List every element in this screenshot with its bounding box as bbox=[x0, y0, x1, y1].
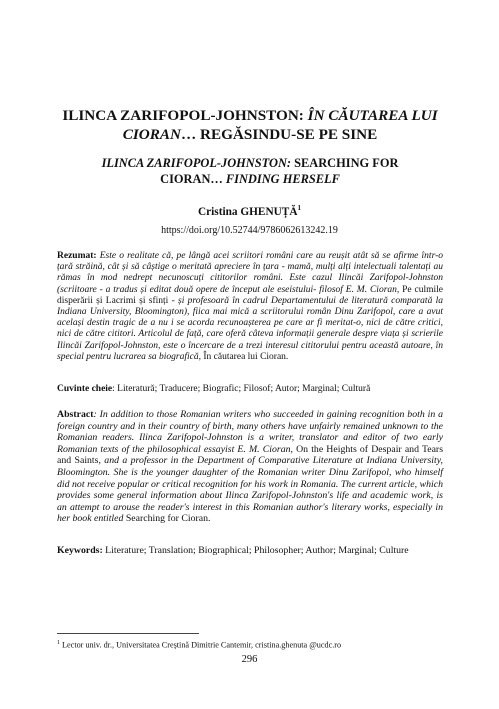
footnote-divider bbox=[57, 633, 199, 634]
title-ro-part3: … REGĂSINDU-SE PE SINE bbox=[181, 126, 378, 143]
abstract-end: . bbox=[208, 513, 211, 525]
author-line bbox=[0, 204, 499, 218]
keywords-text: Literature; Translation; Biographical; Philosopher; Author; Marginal; Culture bbox=[102, 545, 409, 556]
cuvinte-cheie-label: Cuvinte cheie bbox=[57, 384, 113, 394]
title-en-part1: ILINCA ZARIFOPOL-JOHNSTON: bbox=[101, 156, 292, 170]
rezumat-work-1: Pe culmile disperării bbox=[57, 284, 443, 306]
footnote-text: Lector univ. dr., Universitatea Creștină Dimitrie Cantemir, cristina.ghenuta @ucdc.ro bbox=[60, 640, 342, 650]
footnote-mark: 1 bbox=[57, 640, 60, 646]
keywords-english bbox=[57, 545, 443, 557]
doi-link[interactable]: https://doi.org/10.52744/9786062613242.19 bbox=[161, 225, 338, 236]
title-ro-part1: ILINCA ZARIFOPOL-JOHNSTON: bbox=[62, 107, 308, 124]
abstract-text-1: : In addition to those Romanian writers who succeeded in gaining recognition both in a foreign country and in their country of birth, many others have unfairly remained unknown to the Romanian readers. Ilinca Zarifopol-Johnston is a writer, translator and editor of two early Romanian texts of the philosophical essayist E. M. Cioran, bbox=[57, 409, 443, 455]
rezumat-text-2: - și profesoară în cadrul Departamentului de literatură comparată la Indiana University, Bloomington), fiica mai mică a scriitorului român Dinu Zarifopol, care a avut același destin tragic de a nu i se acorda recunoașterea pe care ar fi meritat-o, nici de către critici, nici de către cititori. Articolul de față, care oferă câteva informații generale despre viața și scrierile Ilincăi Zarifopol-Johnston, este o încercare de a trezi interesul cititorului pentru această autoare, în special pentru lucrarea sa biografică, bbox=[57, 295, 443, 362]
title-ro-part2: ÎN CĂUTAREA LUI CIORAN bbox=[122, 107, 438, 143]
abstract-label: Abstract bbox=[57, 409, 94, 420]
author-name: Cristina GHENUȚĂ bbox=[198, 205, 298, 218]
rezumat-text-1: Este o realitate că, pe lângă acei scriitori români care au reușit atât să se afirme într-o țară străină, cât și să câștige o meritată apreciere în țara - mamă, mulți alți intelectuali talentați au rămas în mod nedrept necunoscuți cititorilor români. Este cazul Ilincăi Zarifopol-Johnston (scriitoare - a tradus și editat două opere de început ale eseistului- filosof E. M. Cioran, bbox=[57, 251, 443, 295]
title-en-part3: FINDING HERSELF bbox=[225, 172, 340, 186]
rezumat-work-3: În căutarea lui Cioran bbox=[203, 351, 286, 362]
keywords-label: Keywords: bbox=[57, 545, 103, 556]
abstract-romanian bbox=[57, 251, 443, 363]
footnote bbox=[57, 638, 457, 651]
keywords-romanian bbox=[57, 384, 443, 395]
rezumat-end: . bbox=[285, 351, 289, 362]
title-en-part2: SEARCHING FOR CIORAN… bbox=[160, 156, 399, 186]
rezumat-label: Rezumat: bbox=[57, 251, 97, 261]
abstract-work-1: On the Heights of Despair bbox=[296, 443, 402, 455]
abstract-text-2: , and a professor in the Department of Comparative Literature at Indiana University, Bloomington. She is the younger daughter of the Romanian writer Dinu Zarifopol, who himself did not receive popular or critical recognition for his work in Romania. The current article, which provides some general information about Ilinca Zarifopol-Johnston's life and academic work, is an attempt to arouse the reader's interest in this Romanian author's literary works, especially in her book entitled bbox=[57, 455, 444, 525]
rezumat-and: și bbox=[92, 295, 106, 306]
title-english bbox=[70, 155, 430, 187]
page-number: 296 bbox=[241, 654, 258, 665]
rezumat-work-2: Lacrimi și sfinți bbox=[105, 295, 169, 306]
abstract-english bbox=[57, 409, 443, 525]
abstract-work-3: Searching for Cioran bbox=[125, 513, 209, 525]
title-romanian bbox=[60, 106, 440, 144]
cuvinte-cheie-text: : Literatură; Traducere; Biografic; Filosof; Autor; Marginal; Cultură bbox=[112, 384, 371, 394]
author-footnote-mark: 1 bbox=[297, 204, 301, 212]
abstract-work-2: Tears and Saints bbox=[57, 443, 444, 467]
abstract-and: and bbox=[401, 443, 422, 455]
